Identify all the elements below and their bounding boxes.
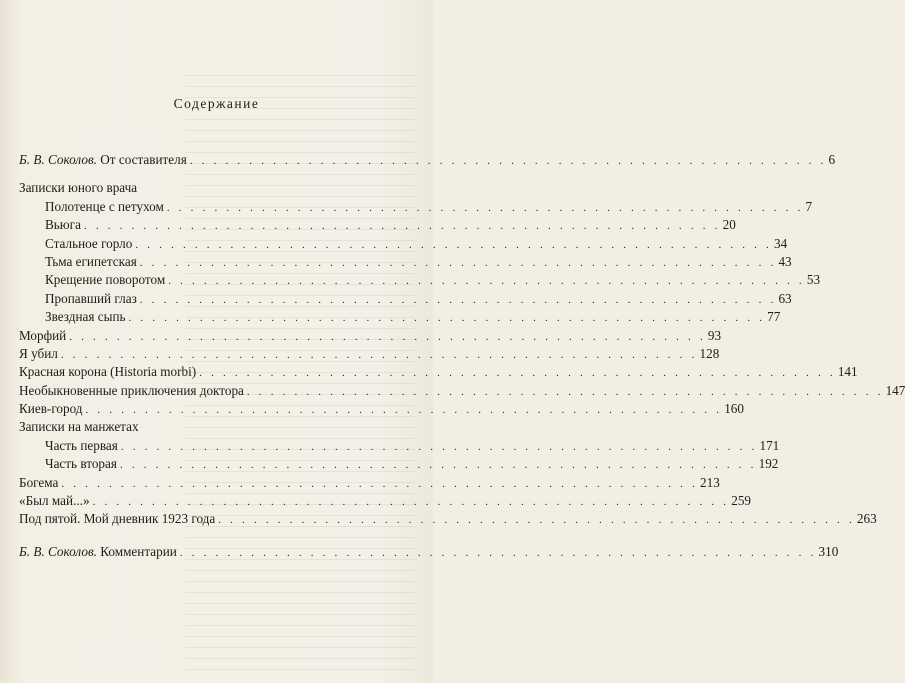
toc-entry-title: Под пятой. Мой дневник 1923 года (19, 511, 216, 527)
toc-page-number: 213 (700, 474, 720, 490)
toc-page-number: 192 (758, 456, 779, 472)
toc-page-number: 160 (724, 401, 744, 417)
toc-entry-title: «Был май...» (19, 493, 90, 509)
toc-entry-title: Вьюга (45, 217, 81, 233)
toc-section-heading (19, 418, 418, 436)
toc-section-heading (19, 179, 418, 197)
toc-entry (19, 290, 792, 308)
toc-page-number: 171 (759, 437, 780, 453)
toc-page-number: 141 (837, 364, 858, 380)
leader-dots: . . . . . . . . . . . . . . . . . . . . . . . . . . . . . . . . . . . . . . . . . . . . . . . . . . . . . . (69, 330, 706, 343)
toc-entry-title: Я убил (19, 345, 58, 361)
page-title: Содержание (173, 96, 260, 111)
toc-entry-title: Киев-город (19, 401, 83, 417)
toc-entry (19, 308, 781, 326)
toc-entry (19, 363, 858, 381)
toc-page-number: 259 (731, 493, 751, 509)
leader-dots: . . . . . . . . . . . . . . . . . . . . . . . . . . . . . . . . . . . . . . . . . . . . . . . . . . . . . . (120, 440, 758, 453)
leader-dots: . . . . . . . . . . . . . . . . . . . . . . . . . . . . . . . . . . . . . . . . . . . . . . . . . . . . . . (135, 238, 772, 251)
toc-entry (19, 198, 813, 216)
leader-dots: . . . . . . . . . . . . . . . . . . . . . . . . . . . . . . . . . . . . . . . . . . . . . . . . . . . . . . (139, 256, 777, 269)
toc-entry (19, 455, 779, 473)
toc-entry (19, 510, 877, 528)
toc-page-number: 77 (767, 309, 781, 325)
toc-entry-title: Записки юного врача (19, 180, 138, 196)
toc-entry-title: Комментарии (96, 543, 177, 559)
toc-entry-title: Тьма египетская (45, 253, 137, 269)
toc-entry-title: Красная корона (Historia morbi) (19, 364, 197, 380)
toc-entry-title: Стальное горло (45, 235, 133, 251)
leader-dots: . . . . . . . . . . . . . . . . . . . . . . . . . . . . . . . . . . . . . . . . . . . . . . . . . . . . . . (218, 514, 855, 527)
leader-dots: . . . . . . . . . . . . . . . . . . . . . . . . . . . . . . . . . . . . . . . . . . . . . . . . . . . . . . (189, 155, 827, 167)
toc-page-number: 7 (805, 198, 813, 214)
toc-entry-title: Пропавший глаз (45, 290, 137, 306)
toc-page-number: 310 (818, 543, 839, 559)
toc-entry (19, 327, 722, 345)
leader-dots: . . . . . . . . . . . . . . . . . . . . . . . . . . . . . . . . . . . . . . . . . . . . . . . . . . . . . . (92, 496, 730, 509)
table-of-contents (19, 151, 905, 561)
toc-page-number: 93 (707, 327, 722, 343)
toc-entry (19, 345, 720, 363)
leader-dots: . . . . . . . . . . . . . . . . . . . . . . . . . . . . . . . . . . . . . . . . . . . . . . . . . . . . . . (166, 201, 804, 214)
leader-dots: . . . . . . . . . . . . . . . . . . . . . . . . . . . . . . . . . . . . . . . . . . . . . . . . . . . . . . (85, 404, 723, 417)
toc-entry-title: Часть вторая (45, 456, 117, 472)
toc-page-number: 63 (778, 290, 792, 306)
toc-page-number: 34 (774, 235, 788, 251)
toc-entry-title: Записки на манжетах (19, 419, 139, 435)
toc-entry-title: Богема (19, 474, 59, 490)
leader-dots: . . . . . . . . . . . . . . . . . . . . . . . . . . . . . . . . . . . . . . . . . . . . . . . . . . . . . . (168, 275, 805, 288)
toc-entry (19, 437, 780, 455)
toc-entry (19, 492, 751, 510)
toc-entry-title: Полотенце с петухом (45, 198, 164, 214)
toc-page-number: 147 (885, 382, 905, 398)
toc-entry (19, 151, 836, 169)
leader-dots: . . . . . . . . . . . . . . . . . . . . . . . . . . . . . . . . . . . . . . . . . . . . . . . . . . . . . . (128, 312, 766, 325)
toc-entry-title: От составителя (96, 152, 187, 167)
toc-page-number: 128 (699, 345, 720, 361)
toc-entry-title: Крещение поворотом (45, 272, 166, 288)
toc-entry (19, 400, 744, 418)
leader-dots: . . . . . . . . . . . . . . . . . . . . . . . . . . . . . . . . . . . . . . . . . . . . . . . . . . . . . . (199, 367, 836, 380)
toc-page-number: 263 (856, 511, 877, 527)
toc-page-number: 20 (722, 217, 736, 233)
toc-page-number: 6 (828, 152, 836, 167)
toc-entry (19, 253, 792, 271)
toc-entry (19, 235, 788, 253)
toc-page-number: 43 (778, 253, 792, 269)
leader-dots: . . . . . . . . . . . . . . . . . . . . . . . . . . . . . . . . . . . . . . . . . . . . . . . . . . . . . . (179, 546, 817, 559)
toc-entry (19, 216, 736, 234)
leader-dots: . . . . . . . . . . . . . . . . . . . . . . . . . . . . . . . . . . . . . . . . . . . . . . . . . . . . . . (60, 348, 698, 361)
leader-dots: . . . . . . . . . . . . . . . . . . . . . . . . . . . . . . . . . . . . . . . . . . . . . . . . . . . . . . (61, 477, 699, 490)
toc-entry (19, 382, 905, 400)
toc-entry-title: Морфий (19, 327, 67, 343)
toc-entry (19, 474, 720, 492)
toc-entry-title: Необыкновенные приключения доктора (19, 382, 244, 398)
toc-entry (19, 543, 839, 561)
toc-page-number: 53 (806, 272, 821, 288)
toc-author: Б. В. Соколов. (19, 152, 97, 167)
leader-dots: . . . . . . . . . . . . . . . . . . . . . . . . . . . . . . . . . . . . . . . . . . . . . . . . . . . . . . (83, 220, 721, 233)
leader-dots: . . . . . . . . . . . . . . . . . . . . . . . . . . . . . . . . . . . . . . . . . . . . . . . . . . . . . . (246, 385, 884, 398)
leader-dots: . . . . . . . . . . . . . . . . . . . . . . . . . . . . . . . . . . . . . . . . . . . . . . . . . . . . . . (139, 293, 777, 306)
toc-author: Б. В. Соколов. (19, 543, 97, 559)
leader-dots: . . . . . . . . . . . . . . . . . . . . . . . . . . . . . . . . . . . . . . . . . . . . . . . . . . . . . . (119, 459, 757, 472)
toc-entry-title: Часть первая (45, 437, 118, 453)
toc-entry (19, 271, 821, 289)
toc-entry-title: Звездная сыпь (45, 309, 126, 325)
